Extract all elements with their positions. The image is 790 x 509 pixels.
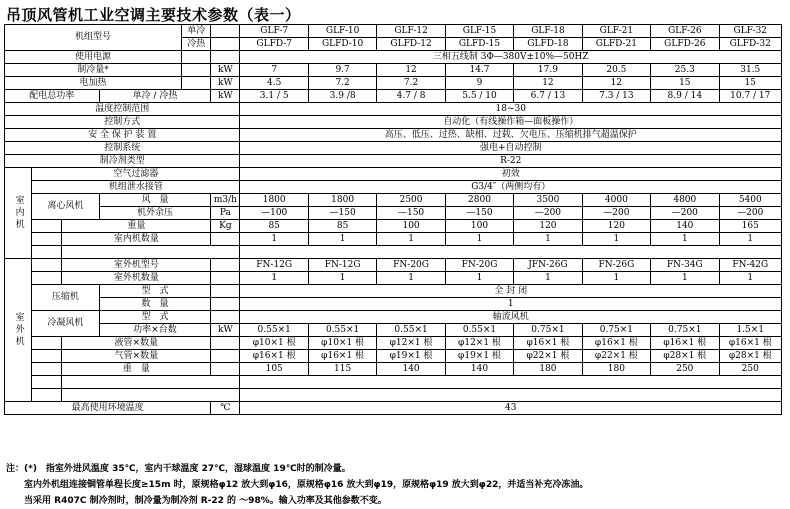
power-value: 8.9 / 14 [651, 90, 719, 103]
gas-pipe-value: φ22×1 根 [514, 350, 582, 363]
row-value: 强电+自动控制 [240, 142, 782, 155]
heat-pump-label: 冷热 [182, 38, 211, 51]
gas-pipe-value: φ28×1 根 [719, 350, 781, 363]
outdoor-model-value: FN-26G [582, 259, 650, 272]
row-label: 风 量 [99, 194, 211, 207]
table-row [5, 285, 782, 298]
blank [32, 259, 62, 272]
gas-pipe-value: φ19×1 根 [377, 350, 445, 363]
outdoor-count-value: 1 [514, 272, 582, 285]
indoor-weight-value: 140 [651, 220, 719, 233]
airflow-value: 1800 [240, 194, 308, 207]
row-value: G3/4″（两侧均有） [240, 181, 782, 194]
indoor-weight-value: 85 [240, 220, 308, 233]
note-line: 当采用 R407C 制冷剂时，制冷量为制冷剂 R-22 的 ～98%。输入功率及其他参数不变。 [6, 496, 387, 506]
row-label: 使用电源 [5, 51, 182, 64]
blank [32, 376, 62, 389]
table-row [5, 324, 782, 337]
unit: Pa [211, 207, 240, 220]
indoor-section-label: 室内机 [5, 168, 32, 259]
row-value: 轴流风机 [240, 311, 782, 324]
outdoor-section-label: 室外机 [5, 259, 32, 402]
row-label: 控制系统 [5, 142, 240, 155]
note-line: 注：(*) 指室外进风温度 35℃，室内干球温度 27℃，湿球温度 19℃时的制冷量。 [6, 464, 351, 474]
liquid-pipe-value: φ16×1 根 [651, 337, 719, 350]
heat-model: GLFD-32 [719, 38, 781, 51]
row-value: 全 封 闭 [240, 285, 782, 298]
cool-model: GLF-32 [719, 25, 781, 38]
unit: kW [211, 77, 240, 90]
table-row [5, 259, 782, 272]
indoor-count-value: 1 [240, 233, 308, 246]
condenser-power-value: 0.75×1 [514, 324, 582, 337]
cool-model: GLF-10 [308, 25, 376, 38]
gas-pipe-value: φ16×1 根 [308, 350, 376, 363]
table-row [5, 90, 782, 103]
table-row [5, 25, 782, 38]
cooling-value: 25.3 [651, 64, 719, 77]
max-temp-value: 43 [240, 402, 782, 415]
gas-pipe-value: φ22×1 根 [582, 350, 650, 363]
pressure-value: —200 [651, 207, 719, 220]
table-row [5, 129, 782, 142]
table-row [5, 389, 782, 402]
cooling-value: 9.7 [308, 64, 376, 77]
heat-model: GLFD-21 [582, 38, 650, 51]
row-label: 型 式 [99, 311, 211, 324]
condenser-power-value: 0.75×1 [582, 324, 650, 337]
condenser-power-value: 0.55×1 [377, 324, 445, 337]
row-label: 制冷量* [5, 64, 182, 77]
blank [211, 233, 240, 246]
cool-model: GLF-15 [445, 25, 513, 38]
heating-value: 15 [651, 77, 719, 90]
table-row [5, 116, 782, 129]
outdoor-count-value: 1 [582, 272, 650, 285]
row-label: 型 式 [99, 285, 211, 298]
cooling-value: 7 [240, 64, 308, 77]
row-label: 室外机数量 [62, 272, 211, 285]
indoor-count-value: 1 [651, 233, 719, 246]
blank [32, 337, 62, 350]
pressure-value: —100 [240, 207, 308, 220]
pressure-value: —200 [582, 207, 650, 220]
cooling-value: 12 [377, 64, 445, 77]
outdoor-weight-value: 180 [582, 363, 650, 376]
note-line: 室内外机组连接铜管单程长度≥15m 时，原规格φ12 放大到φ16，原规格φ16 放大到φ19，原规格φ19 放大到φ22，并适当补充冷冻油。 [6, 480, 589, 490]
row-value: 高压、低压、过热、缺相、过载、欠电压、压缩机排气超温保护 [240, 129, 782, 142]
pressure-value: —200 [719, 207, 781, 220]
row-value: 1 [240, 298, 782, 311]
heat-model: GLFD-26 [651, 38, 719, 51]
row-value: 18~30 [240, 103, 782, 116]
outdoor-model-value: FN-20G [445, 259, 513, 272]
outdoor-model-value: FN-12G [308, 259, 376, 272]
table-row [5, 298, 782, 311]
row-sublabel: 单冷 / 冷热 [99, 90, 211, 103]
outdoor-weight-value: 250 [651, 363, 719, 376]
blank [32, 220, 62, 233]
indoor-count-value: 1 [582, 233, 650, 246]
row-label: 电加热 [5, 77, 182, 90]
condenser-power-value: 1.5×1 [719, 324, 781, 337]
heat-model: GLFD-10 [308, 38, 376, 51]
power-value: 7.3 / 13 [582, 90, 650, 103]
indoor-count-value: 1 [377, 233, 445, 246]
liquid-pipe-value: φ10×1 根 [308, 337, 376, 350]
cool-model: GLF-12 [377, 25, 445, 38]
blank [32, 363, 62, 376]
heating-value: 4.5 [240, 77, 308, 90]
airflow-value: 4800 [651, 194, 719, 207]
heat-model: GLFD-15 [445, 38, 513, 51]
pressure-value: —150 [308, 207, 376, 220]
indoor-count-value: 1 [445, 233, 513, 246]
heating-value: 12 [514, 77, 582, 90]
outdoor-model-value: JFN-26G [514, 259, 582, 272]
row-label: 制冷剂类型 [5, 155, 240, 168]
table-row [5, 103, 782, 116]
table-row [5, 64, 782, 77]
outdoor-count-value: 1 [719, 272, 781, 285]
cool-only-label: 单冷 [182, 25, 211, 38]
table-row [5, 337, 782, 350]
cool-model: GLF-7 [240, 25, 308, 38]
unit: kW [211, 90, 240, 103]
row-label: 安 全 保 护 装 置 [5, 129, 240, 142]
table-row [5, 181, 782, 194]
blank [211, 51, 240, 64]
outdoor-model-value: FN-34G [651, 259, 719, 272]
table-row [5, 142, 782, 155]
table-row [5, 168, 782, 181]
table-row [5, 350, 782, 363]
table-row [5, 207, 782, 220]
airflow-value: 2800 [445, 194, 513, 207]
condenser-power-value: 0.55×1 [240, 324, 308, 337]
outdoor-weight-value: 180 [514, 363, 582, 376]
blank [182, 64, 211, 77]
blank [211, 298, 240, 311]
blank [211, 337, 240, 350]
pressure-value: —150 [377, 207, 445, 220]
table-row [5, 233, 782, 246]
outdoor-model-value: FN-12G [240, 259, 308, 272]
gas-pipe-value: φ16×1 根 [240, 350, 308, 363]
liquid-pipe-value: φ16×1 根 [582, 337, 650, 350]
row-label: 控制方式 [5, 116, 240, 129]
liquid-pipe-value: φ10×1 根 [240, 337, 308, 350]
unit: m3/h [211, 194, 240, 207]
unit: ℃ [211, 402, 240, 415]
model-label: 机组型号 [5, 25, 182, 51]
row-value: 自动化（有线操作箱—面板操作） [240, 116, 782, 129]
blank [211, 285, 240, 298]
indoor-count-value: 1 [308, 233, 376, 246]
cooling-value: 17.9 [514, 64, 582, 77]
table-row [5, 246, 782, 259]
outdoor-weight-value: 140 [445, 363, 513, 376]
row-label: 功率×台数 [99, 324, 211, 337]
indoor-count-value: 1 [719, 233, 781, 246]
row-value: R-22 [240, 155, 782, 168]
blank [182, 51, 211, 64]
unit: Kg [211, 220, 240, 233]
airflow-value: 3500 [514, 194, 582, 207]
table-row [5, 363, 782, 376]
row-label: 空气过滤器 [32, 168, 240, 181]
airflow-value: 2500 [377, 194, 445, 207]
outdoor-model-value: FN-20G [377, 259, 445, 272]
liquid-pipe-value: φ12×1 根 [445, 337, 513, 350]
page-title: 吊顶风管机工业空调主要技术参数（表一） [6, 6, 301, 24]
blank [62, 376, 240, 389]
pressure-value: —200 [514, 207, 582, 220]
table-row [5, 220, 782, 233]
power-value: 3.9 /8 [308, 90, 376, 103]
cool-model: GLF-26 [651, 25, 719, 38]
liquid-pipe-value: φ12×1 根 [377, 337, 445, 350]
table-row [5, 272, 782, 285]
outdoor-weight-value: 105 [240, 363, 308, 376]
row-label: 重量 [62, 220, 211, 233]
power-value: 5.5 / 10 [445, 90, 513, 103]
row-label: 机组泄水接管 [32, 181, 240, 194]
row-label: 机外余压 [99, 207, 211, 220]
blank [32, 350, 62, 363]
gas-pipe-value: φ28×1 根 [651, 350, 719, 363]
airflow-value: 5400 [719, 194, 781, 207]
airflow-value: 1800 [308, 194, 376, 207]
cool-model: GLF-21 [582, 25, 650, 38]
condenser-power-value: 0.55×1 [308, 324, 376, 337]
outdoor-count-value: 1 [445, 272, 513, 285]
row-value: 初效 [240, 168, 782, 181]
gas-pipe-value: φ19×1 根 [445, 350, 513, 363]
blank [240, 389, 782, 402]
heat-model: GLFD-18 [514, 38, 582, 51]
power-supply-value: 三相五线制 3Φ—380V±10%—50HZ [240, 51, 782, 64]
blank [211, 259, 240, 272]
heating-value: 12 [582, 77, 650, 90]
row-label: 室外机型号 [62, 259, 211, 272]
table-row [5, 77, 782, 90]
outdoor-count-value: 1 [240, 272, 308, 285]
cool-model: GLF-18 [514, 25, 582, 38]
table-row [5, 51, 782, 64]
spec-table [4, 24, 782, 415]
row-label: 液管×数量 [62, 337, 211, 350]
heat-model: GLFD-12 [377, 38, 445, 51]
table-row [5, 376, 782, 389]
table-row [5, 311, 782, 324]
notes [6, 461, 588, 509]
condenser-power-value: 0.55×1 [445, 324, 513, 337]
table-row [5, 155, 782, 168]
outdoor-model-value: FN-42G [719, 259, 781, 272]
indoor-weight-value: 165 [719, 220, 781, 233]
compressor-label: 压缩机 [32, 285, 99, 311]
outdoor-count-value: 1 [377, 272, 445, 285]
outdoor-count-value: 1 [651, 272, 719, 285]
heating-value: 9 [445, 77, 513, 90]
power-value: 6.7 / 13 [514, 90, 582, 103]
cooling-value: 14.7 [445, 64, 513, 77]
unit: kW [211, 324, 240, 337]
blank [211, 363, 240, 376]
blank [211, 25, 240, 38]
row-label: 重 量 [62, 363, 211, 376]
blank [211, 350, 240, 363]
indoor-weight-value: 120 [582, 220, 650, 233]
pressure-value: —150 [445, 207, 513, 220]
row-label: 配电总功率 [5, 90, 100, 103]
condenser-label: 冷凝风机 [32, 311, 99, 337]
table-row [5, 194, 782, 207]
liquid-pipe-value: φ16×1 根 [514, 337, 582, 350]
heating-value: 7.2 [377, 77, 445, 90]
outdoor-weight-value: 140 [377, 363, 445, 376]
indoor-weight-value: 100 [445, 220, 513, 233]
power-value: 4.7 / 8 [377, 90, 445, 103]
blank [211, 38, 240, 51]
row-label: 数 量 [99, 298, 211, 311]
heat-model: GLFD-7 [240, 38, 308, 51]
indoor-count-value: 1 [514, 233, 582, 246]
indoor-weight-value: 120 [514, 220, 582, 233]
outdoor-count-value: 1 [308, 272, 376, 285]
cooling-value: 31.5 [719, 64, 781, 77]
power-value: 10.7 / 17 [719, 90, 781, 103]
row-label: 最高使用环境温度 [5, 402, 211, 415]
indoor-weight-value: 100 [377, 220, 445, 233]
unit: kW [211, 64, 240, 77]
blank [32, 246, 62, 259]
row-label: 温度控制范围 [5, 103, 240, 116]
blank [62, 246, 240, 259]
blank [182, 77, 211, 90]
liquid-pipe-value: φ16×1 根 [719, 337, 781, 350]
airflow-value: 4000 [582, 194, 650, 207]
table-row [5, 402, 782, 415]
outdoor-weight-value: 250 [719, 363, 781, 376]
blank [240, 376, 782, 389]
indoor-weight-value: 85 [308, 220, 376, 233]
fan-group-label: 离心风机 [32, 194, 99, 220]
heating-value: 15 [719, 77, 781, 90]
outdoor-weight-value: 115 [308, 363, 376, 376]
blank [62, 389, 240, 402]
row-label: 气管×数量 [62, 350, 211, 363]
row-label: 室内机数量 [62, 233, 211, 246]
cooling-value: 20.5 [582, 64, 650, 77]
blank [32, 272, 62, 285]
power-value: 3.1 / 5 [240, 90, 308, 103]
blank [211, 311, 240, 324]
condenser-power-value: 0.75×1 [651, 324, 719, 337]
heating-value: 7.2 [308, 77, 376, 90]
blank [32, 389, 62, 402]
blank [32, 233, 62, 246]
blank [211, 272, 240, 285]
blank [240, 246, 782, 259]
